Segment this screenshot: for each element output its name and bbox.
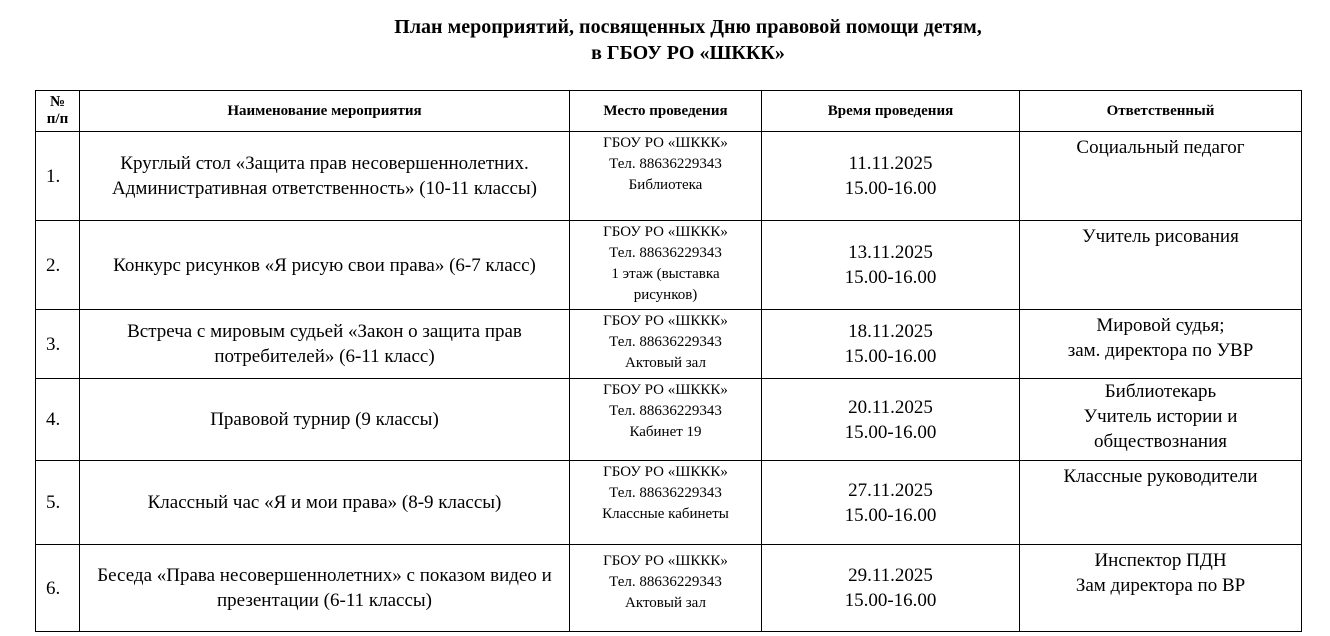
event-place: ГБОУ РО «ШККК» Тел. 88636229343 Библиотека xyxy=(570,132,762,221)
column-header-responsible: Ответственный xyxy=(1020,91,1302,132)
document-title xyxy=(0,14,1330,66)
event-responsible: Социальный педагог xyxy=(1020,132,1302,221)
event-name: Классный час «Я и мои права» (8-9 классы) xyxy=(80,461,570,545)
event-time: 20.11.2025 15.00-16.00 xyxy=(762,379,1020,461)
column-header-number: № п/п xyxy=(36,91,80,132)
row-number: 4. xyxy=(36,379,80,461)
event-responsible: Мировой судья; зам. директора по УВР xyxy=(1020,310,1302,379)
table-row xyxy=(36,545,1302,632)
event-responsible: Учитель рисования xyxy=(1020,221,1302,310)
event-name: Правовой турнир (9 классы) xyxy=(80,379,570,461)
event-place: ГБОУ РО «ШККК» Тел. 88636229343 Актовый зал xyxy=(570,545,762,632)
event-name: Беседа «Права несовершеннолетних» с показом видео и презентации (6-11 классы) xyxy=(80,545,570,632)
column-header-place: Место проведения xyxy=(570,91,762,132)
event-name: Круглый стол «Защита прав несовершеннолетних. Административная ответственность» (10-11 классы) xyxy=(80,132,570,221)
event-place: ГБОУ РО «ШККК» Тел. 88636229343 Кабинет 19 xyxy=(570,379,762,461)
event-responsible: Инспектор ПДН Зам директора по ВР xyxy=(1020,545,1302,632)
event-name: Встреча с мировым судьей «Закон о защита прав потребителей» (6-11 класс) xyxy=(80,310,570,379)
event-place: ГБОУ РО «ШККК» Тел. 88636229343 1 этаж (выставка рисунков) xyxy=(570,221,762,310)
row-number: 3. xyxy=(36,310,80,379)
table-row xyxy=(36,379,1302,461)
event-time: 13.11.2025 15.00-16.00 xyxy=(762,221,1020,310)
event-name: Конкурс рисунков «Я рисую свои права» (6-7 класс) xyxy=(80,221,570,310)
row-number: 5. xyxy=(36,461,80,545)
event-responsible: Библиотекарь Учитель истории и обществознания xyxy=(1020,379,1302,461)
event-place: ГБОУ РО «ШККК» Тел. 88636229343 Актовый зал xyxy=(570,310,762,379)
table-row xyxy=(36,461,1302,545)
table-row xyxy=(36,221,1302,310)
events-table xyxy=(35,90,1302,632)
title-line-1: План мероприятий, посвященных Дню правовой помощи детям, xyxy=(394,16,982,38)
column-header-time: Время проведения xyxy=(762,91,1020,132)
event-time: 11.11.2025 15.00-16.00 xyxy=(762,132,1020,221)
row-number: 2. xyxy=(36,221,80,310)
table-row xyxy=(36,132,1302,221)
event-time: 18.11.2025 15.00-16.00 xyxy=(762,310,1020,379)
event-place: ГБОУ РО «ШККК» Тел. 88636229343 Классные кабинеты xyxy=(570,461,762,545)
row-number: 1. xyxy=(36,132,80,221)
table-row xyxy=(36,310,1302,379)
event-responsible: Классные руководители xyxy=(1020,461,1302,545)
column-header-name: Наименование мероприятия xyxy=(80,91,570,132)
table-header-row xyxy=(36,91,1302,132)
title-line-2: в ГБОУ РО «ШККК» xyxy=(591,42,785,64)
event-time: 27.11.2025 15.00-16.00 xyxy=(762,461,1020,545)
row-number: 6. xyxy=(36,545,80,632)
event-time: 29.11.2025 15.00-16.00 xyxy=(762,545,1020,632)
